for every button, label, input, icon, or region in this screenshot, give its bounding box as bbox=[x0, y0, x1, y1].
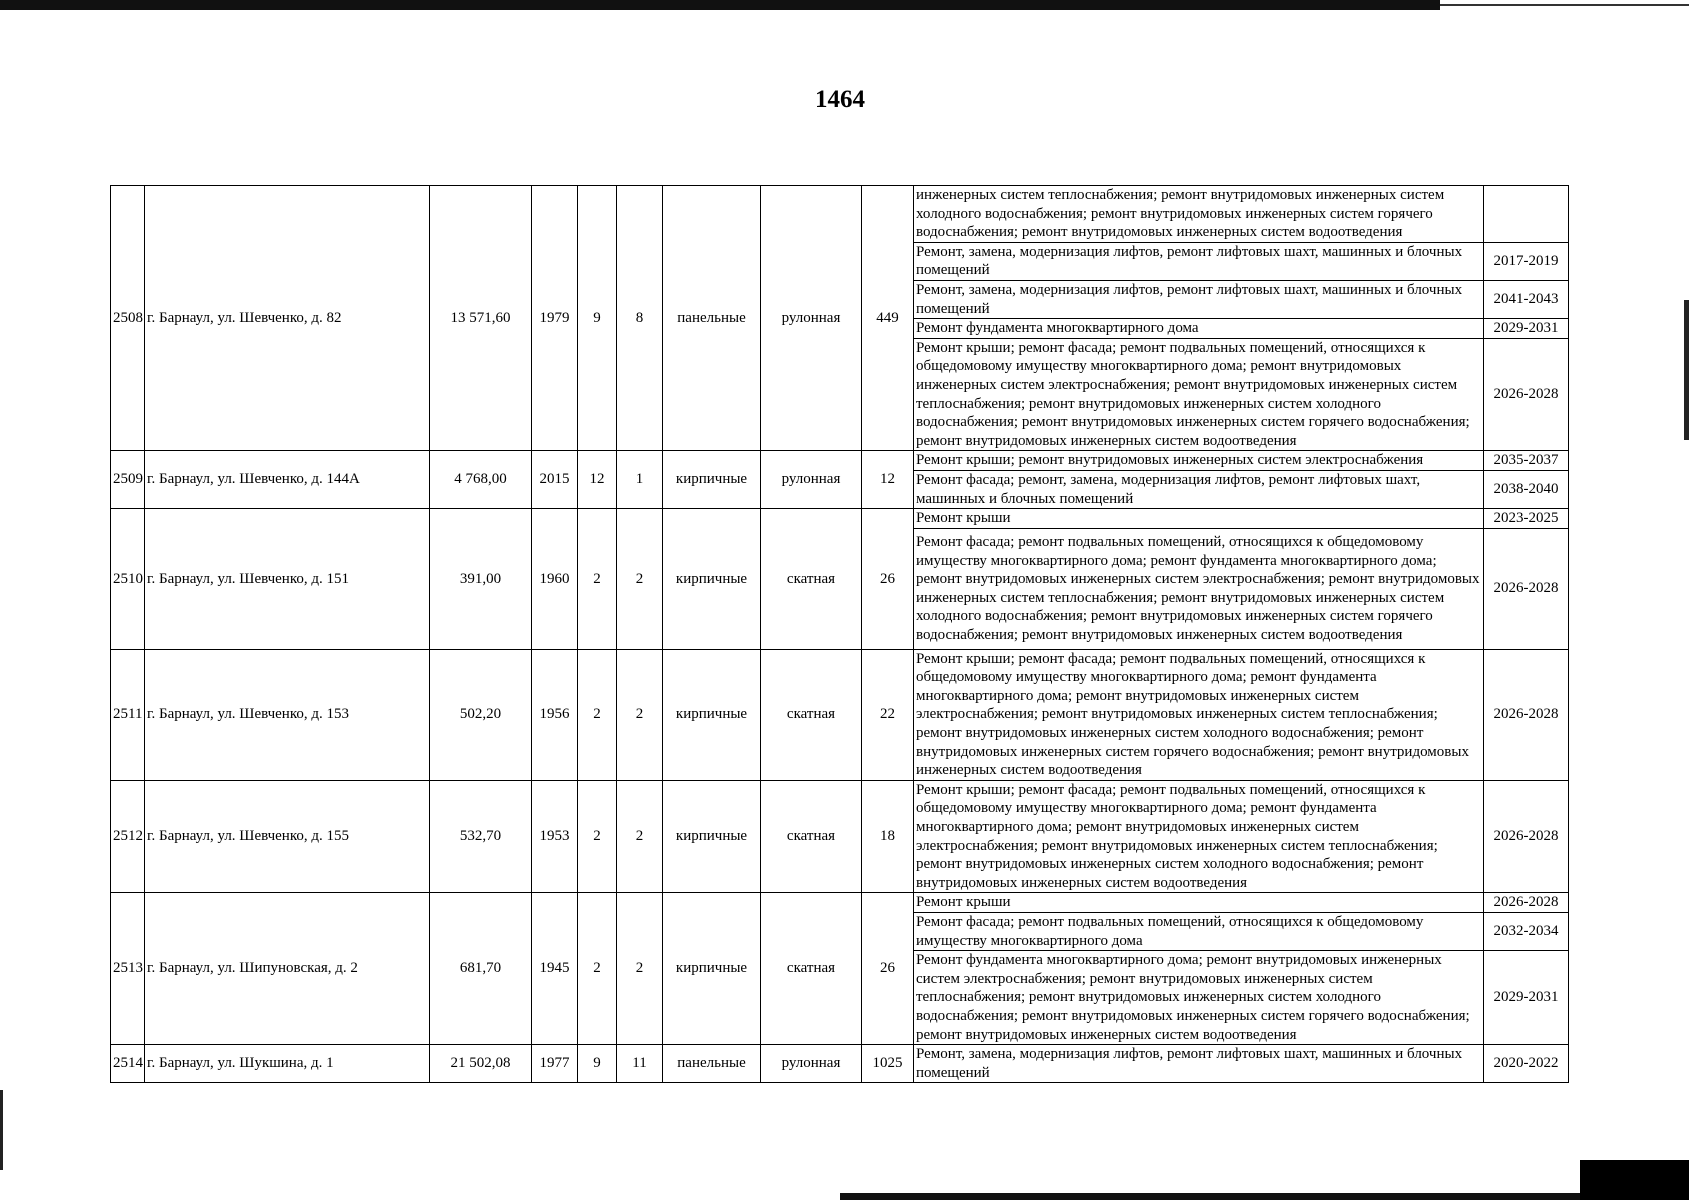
scan-right-edge bbox=[1684, 300, 1689, 440]
residents-cell: 449 bbox=[862, 186, 914, 451]
row-number: 2508 bbox=[111, 186, 145, 451]
work-period-cell: 2026-2028 bbox=[1484, 893, 1569, 913]
table-row bbox=[111, 893, 1569, 913]
floors-cell: 9 bbox=[578, 186, 617, 451]
year-cell: 1977 bbox=[532, 1045, 578, 1083]
year-cell: 1956 bbox=[532, 649, 578, 780]
work-description-cell: Ремонт фасада; ремонт, замена, модернизация лифтов, ремонт лифтовых шахт, машинных и блочных помещений bbox=[914, 470, 1484, 508]
area-cell: 532,70 bbox=[430, 780, 532, 893]
area-cell: 21 502,08 bbox=[430, 1045, 532, 1083]
housing-register-table bbox=[110, 185, 1569, 1083]
row-number: 2511 bbox=[111, 649, 145, 780]
wall-material-cell: кирпичные bbox=[663, 893, 761, 1045]
roof-type-cell: скатная bbox=[761, 649, 862, 780]
work-period-cell: 2029-2031 bbox=[1484, 951, 1569, 1045]
roof-type-cell: скатная bbox=[761, 780, 862, 893]
work-period-cell: 2026-2028 bbox=[1484, 338, 1569, 451]
row-number: 2509 bbox=[111, 451, 145, 509]
work-description-cell: Ремонт фасада; ремонт подвальных помещений, относящихся к общедомовому имуществу многоквартирного дома; ремонт фундамента многоквартирного дома; ремонт внутридомовых инженерных систем электроснабжения; ремонт внутридомовых инженерных систем теплоснабжения; ремонт внутридомовых инженерных систем холодного водоснабжения; ремонт внутридомовых инженерных систем горячего водоснабжения; ремонт внутридомовых инженерных систем водоотведения bbox=[914, 528, 1484, 649]
work-description-cell: Ремонт, замена, модернизация лифтов, ремонт лифтовых шахт, машинных и блочных помещений bbox=[914, 280, 1484, 318]
floors-cell: 2 bbox=[578, 509, 617, 650]
row-number: 2514 bbox=[111, 1045, 145, 1083]
residents-cell: 26 bbox=[862, 509, 914, 650]
wall-material-cell: панельные bbox=[663, 1045, 761, 1083]
wall-material-cell: кирпичные bbox=[663, 451, 761, 509]
table-row bbox=[111, 186, 1569, 243]
floors-cell: 9 bbox=[578, 1045, 617, 1083]
work-description-cell: Ремонт крыши bbox=[914, 509, 1484, 529]
area-cell: 13 571,60 bbox=[430, 186, 532, 451]
work-description-cell: Ремонт крыши bbox=[914, 893, 1484, 913]
work-description-cell: Ремонт крыши; ремонт внутридомовых инженерных систем электроснабжения bbox=[914, 451, 1484, 471]
work-period-cell: 2029-2031 bbox=[1484, 319, 1569, 339]
roof-type-cell: рулонная bbox=[761, 186, 862, 451]
scan-left-mark bbox=[0, 1090, 3, 1170]
floors-cell: 2 bbox=[578, 780, 617, 893]
work-period-cell: 2026-2028 bbox=[1484, 649, 1569, 780]
wall-material-cell: кирпичные bbox=[663, 780, 761, 893]
roof-type-cell: рулонная bbox=[761, 451, 862, 509]
entrances-cell: 8 bbox=[617, 186, 663, 451]
address-cell: г. Барнаул, ул. Шевченко, д. 153 bbox=[145, 649, 430, 780]
work-period-cell: 2041-2043 bbox=[1484, 280, 1569, 318]
work-description-cell: инженерных систем теплоснабжения; ремонт внутридомовых инженерных систем холодного водоснабжения; ремонт внутридомовых инженерных систем горячего водоснабжения; ремонт внутридомовых инженерных систем водоотведения bbox=[914, 186, 1484, 243]
table-row bbox=[111, 451, 1569, 471]
work-description-cell: Ремонт, замена, модернизация лифтов, ремонт лифтовых шахт, машинных и блочных помещений bbox=[914, 1045, 1484, 1083]
work-period-cell: 2038-2040 bbox=[1484, 470, 1569, 508]
area-cell: 391,00 bbox=[430, 509, 532, 650]
wall-material-cell: панельные bbox=[663, 186, 761, 451]
work-period-cell: 2026-2028 bbox=[1484, 780, 1569, 893]
address-cell: г. Барнаул, ул. Шевченко, д. 82 bbox=[145, 186, 430, 451]
entrances-cell: 1 bbox=[617, 451, 663, 509]
work-period-cell bbox=[1484, 186, 1569, 243]
work-description-cell: Ремонт, замена, модернизация лифтов, ремонт лифтовых шахт, машинных и блочных помещений bbox=[914, 242, 1484, 280]
scan-top-line bbox=[1440, 4, 1689, 6]
entrances-cell: 2 bbox=[617, 893, 663, 1045]
area-cell: 502,20 bbox=[430, 649, 532, 780]
wall-material-cell: кирпичные bbox=[663, 649, 761, 780]
roof-type-cell: скатная bbox=[761, 893, 862, 1045]
entrances-cell: 11 bbox=[617, 1045, 663, 1083]
row-number: 2513 bbox=[111, 893, 145, 1045]
table-row bbox=[111, 780, 1569, 893]
work-period-cell: 2026-2028 bbox=[1484, 528, 1569, 649]
row-number: 2510 bbox=[111, 509, 145, 650]
work-description-cell: Ремонт крыши; ремонт фасада; ремонт подвальных помещений, относящихся к общедомовому имуществу многоквартирного дома; ремонт внутридомовых инженерных систем электроснабжения; ремонт внутридомовых инженерных систем теплоснабжения; ремонт внутридомовых инженерных систем холодного водоснабжения; ремонт внутридомовых инженерных систем горячего водоснабжения; ремонт внутридомовых инженерных систем водоотведения bbox=[914, 338, 1484, 451]
table-row bbox=[111, 509, 1569, 529]
table-row bbox=[111, 1045, 1569, 1083]
address-cell: г. Барнаул, ул. Шевченко, д. 155 bbox=[145, 780, 430, 893]
floors-cell: 2 bbox=[578, 893, 617, 1045]
address-cell: г. Барнаул, ул. Шукшина, д. 1 bbox=[145, 1045, 430, 1083]
work-period-cell: 2023-2025 bbox=[1484, 509, 1569, 529]
work-period-cell: 2017-2019 bbox=[1484, 242, 1569, 280]
work-description-cell: Ремонт фундамента многоквартирного дома; ремонт внутридомовых инженерных систем электроснабжения; ремонт внутридомовых инженерных систем теплоснабжения; ремонт внутридомовых инженерных систем холодного водоснабжения; ремонт внутридомовых инженерных систем горячего водоснабжения; ремонт внутридомовых инженерных систем водоотведения bbox=[914, 951, 1484, 1045]
floors-cell: 12 bbox=[578, 451, 617, 509]
row-number: 2512 bbox=[111, 780, 145, 893]
residents-cell: 1025 bbox=[862, 1045, 914, 1083]
area-cell: 681,70 bbox=[430, 893, 532, 1045]
entrances-cell: 2 bbox=[617, 649, 663, 780]
residents-cell: 22 bbox=[862, 649, 914, 780]
residents-cell: 26 bbox=[862, 893, 914, 1045]
work-period-cell: 2035-2037 bbox=[1484, 451, 1569, 471]
wall-material-cell: кирпичные bbox=[663, 509, 761, 650]
work-period-cell: 2020-2022 bbox=[1484, 1045, 1569, 1083]
year-cell: 1979 bbox=[532, 186, 578, 451]
work-description-cell: Ремонт крыши; ремонт фасада; ремонт подвальных помещений, относящихся к общедомовому имуществу многоквартирного дома; ремонт фундамента многоквартирного дома; ремонт внутридомовых инженерных систем электроснабжения; ремонт внутридомовых инженерных систем теплоснабжения; ремонт внутридомовых инженерных систем холодного водоснабжения; ремонт внутридомовых инженерных систем горячего водоснабжения; ремонт внутридомовых инженерных систем водоотведения bbox=[914, 649, 1484, 780]
floors-cell: 2 bbox=[578, 649, 617, 780]
residents-cell: 18 bbox=[862, 780, 914, 893]
scan-bottom-edge bbox=[840, 1193, 1689, 1200]
roof-type-cell: рулонная bbox=[761, 1045, 862, 1083]
area-cell: 4 768,00 bbox=[430, 451, 532, 509]
scan-top-edge bbox=[0, 0, 1440, 10]
page-number: 1464 bbox=[815, 86, 865, 113]
year-cell: 1953 bbox=[532, 780, 578, 893]
residents-cell: 12 bbox=[862, 451, 914, 509]
table-row bbox=[111, 649, 1569, 780]
address-cell: г. Барнаул, ул. Шипуновская, д. 2 bbox=[145, 893, 430, 1045]
table-body bbox=[111, 186, 1569, 1083]
work-description-cell: Ремонт фасада; ремонт подвальных помещений, относящихся к общедомовому имуществу многоквартирного дома bbox=[914, 913, 1484, 951]
work-description-cell: Ремонт фундамента многоквартирного дома bbox=[914, 319, 1484, 339]
scan-bottom-corner bbox=[1580, 1160, 1689, 1200]
year-cell: 1945 bbox=[532, 893, 578, 1045]
address-cell: г. Барнаул, ул. Шевченко, д. 144А bbox=[145, 451, 430, 509]
entrances-cell: 2 bbox=[617, 780, 663, 893]
year-cell: 1960 bbox=[532, 509, 578, 650]
roof-type-cell: скатная bbox=[761, 509, 862, 650]
address-cell: г. Барнаул, ул. Шевченко, д. 151 bbox=[145, 509, 430, 650]
work-description-cell: Ремонт крыши; ремонт фасада; ремонт подвальных помещений, относящихся к общедомовому имуществу многоквартирного дома; ремонт фундамента многоквартирного дома; ремонт внутридомовых инженерных систем электроснабжения; ремонт внутридомовых инженерных систем теплоснабжения; ремонт внутридомовых инженерных систем холодного водоснабжения; ремонт внутридомовых инженерных систем водоотведения bbox=[914, 780, 1484, 893]
year-cell: 2015 bbox=[532, 451, 578, 509]
work-period-cell: 2032-2034 bbox=[1484, 913, 1569, 951]
entrances-cell: 2 bbox=[617, 509, 663, 650]
